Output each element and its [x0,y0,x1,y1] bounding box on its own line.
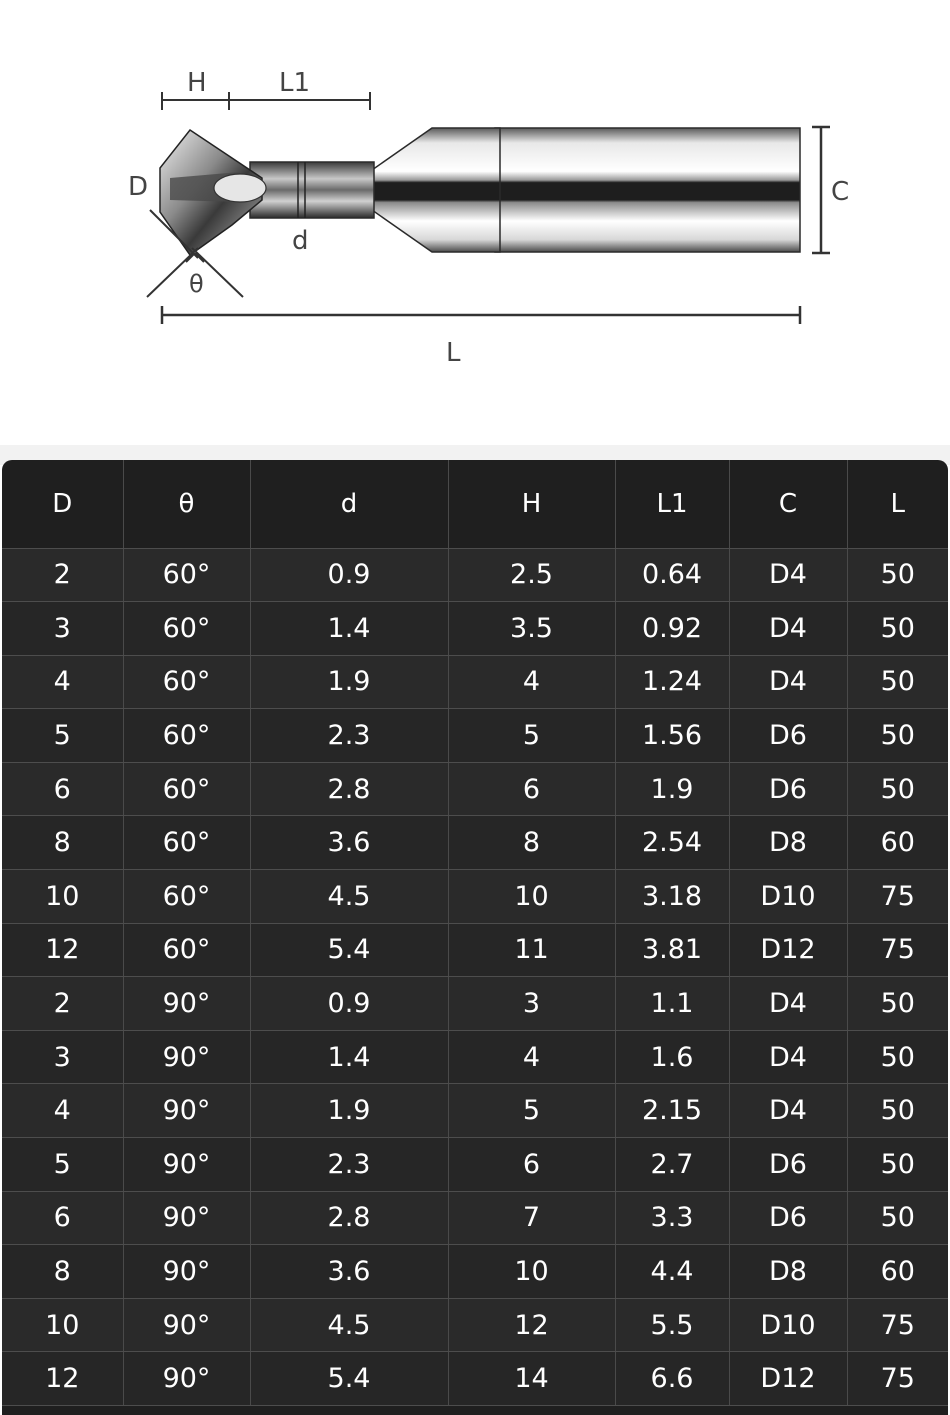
table-row [2,1298,948,1352]
table-cell-h: 10 [448,1245,615,1299]
table-cell-d-lower: 5.4 [250,1352,448,1406]
label-l1: L1 [279,68,311,98]
table-cell-l: 50 [847,1138,948,1192]
table-cell-theta: 60° [123,655,250,709]
table-cell-theta: 90° [123,1030,250,1084]
label-c: C [831,177,850,207]
table-cell-d-upper: 8 [2,1245,123,1299]
table-cell-c: D6 [729,762,847,816]
table-row [2,1138,948,1192]
table-cell-l1: 3.81 [615,923,729,977]
table-cell-l1: 2.15 [615,1084,729,1138]
table-cell-l: 75 [847,1298,948,1352]
table-cell-h: 4 [448,655,615,709]
tool-body [160,128,800,255]
table-cell-d-upper: 6 [2,1191,123,1245]
table-cell-h: 3 [448,977,615,1031]
table-cell-d-lower: 1.9 [250,655,448,709]
table-cell-l: 50 [847,762,948,816]
table-cell-l: 75 [847,1352,948,1406]
table-row [2,1084,948,1138]
table-cell-h: 6 [448,1138,615,1192]
table-row [2,709,948,763]
column-header-d-lower: d [250,460,448,548]
label-d-upper: D [128,172,149,202]
table-cell-l1: 1.6 [615,1030,729,1084]
table-cell-c: D4 [729,548,847,602]
table-cell-l1: 3.18 [615,870,729,924]
table-cell-c: D4 [729,1030,847,1084]
table-cell-h: 7 [448,1191,615,1245]
table-cell-l1: 1.1 [615,977,729,1031]
table-cell-c: D6 [729,1191,847,1245]
table-cell-d-lower: 2.8 [250,1191,448,1245]
table-cell-theta: 90° [123,977,250,1031]
table-cell-theta: 60° [123,602,250,656]
table-cell-theta: 90° [123,1245,250,1299]
table-cell-l: 75 [847,923,948,977]
table-cell-l: 75 [847,870,948,924]
column-header-l1: L1 [615,460,729,548]
column-header-d-upper: D [2,460,123,548]
table-row [2,762,948,816]
table-cell-c: D8 [729,816,847,870]
table-cell-d-lower: 1.4 [250,602,448,656]
table-cell-h: 4 [448,1030,615,1084]
table-row [2,977,948,1031]
table-cell-theta: 60° [123,762,250,816]
table-cell-d-upper: 3 [2,602,123,656]
table-cell-c: D4 [729,1084,847,1138]
table-cell-h: 5 [448,1084,615,1138]
label-l: L [446,338,461,368]
table-cell-c: D6 [729,1138,847,1192]
column-header-c: C [729,460,847,548]
table-cell-d-upper: 2 [2,548,123,602]
table-cell-l1: 2.7 [615,1138,729,1192]
table-cell-l: 50 [847,548,948,602]
l-dimension [162,306,800,324]
table-cell-c: D12 [729,1352,847,1406]
table-cell-l: 50 [847,977,948,1031]
table-cell-d-lower: 2.3 [250,1138,448,1192]
table-cell-l: 50 [847,709,948,763]
table-cell-d-upper: 6 [2,762,123,816]
table-cell-d-upper: 5 [2,1138,123,1192]
table-cell-theta: 90° [123,1084,250,1138]
table-cell-d-lower: 1.9 [250,1084,448,1138]
label-d-lower: d [292,226,309,256]
table-header-row [2,460,948,548]
table-cell-theta: 60° [123,923,250,977]
table-cell-h: 11 [448,923,615,977]
table-cell-d-lower: 3.6 [250,816,448,870]
column-header-h: H [448,460,615,548]
table-cell-l1: 1.24 [615,655,729,709]
table-cell-l1: 1.9 [615,762,729,816]
table-cell-d-lower: 0.9 [250,977,448,1031]
table-cell-l1: 2.54 [615,816,729,870]
label-h: H [187,68,207,98]
specification-table [2,460,948,1406]
table-cell-c: D6 [729,709,847,763]
table-cell-theta: 60° [123,870,250,924]
table-cell-d-lower: 3.6 [250,1245,448,1299]
countersink-tool-drawing [0,0,950,445]
table-row [2,602,948,656]
table-cell-theta: 90° [123,1138,250,1192]
table-cell-d-upper: 12 [2,1352,123,1406]
table-cell-l1: 4.4 [615,1245,729,1299]
table-cell-h: 8 [448,816,615,870]
table-cell-l: 50 [847,655,948,709]
table-row [2,1030,948,1084]
table-cell-c: D10 [729,870,847,924]
table-cell-d-lower: 1.4 [250,1030,448,1084]
table-cell-d-upper: 8 [2,816,123,870]
table-cell-d-upper: 5 [2,709,123,763]
table-cell-l1: 0.92 [615,602,729,656]
table-cell-l1: 6.6 [615,1352,729,1406]
table-cell-theta: 90° [123,1352,250,1406]
table-cell-l1: 1.56 [615,709,729,763]
table-cell-c: D12 [729,923,847,977]
table-cell-d-upper: 4 [2,1084,123,1138]
c-dimension [812,127,830,253]
table-cell-h: 3.5 [448,602,615,656]
table-cell-h: 5 [448,709,615,763]
table-row [2,548,948,602]
table-cell-l: 60 [847,1245,948,1299]
table-cell-d-lower: 2.8 [250,762,448,816]
tool-dimension-diagram [0,0,950,445]
table-row [2,1352,948,1406]
table-cell-l1: 0.64 [615,548,729,602]
table-cell-h: 6 [448,762,615,816]
table-cell-d-lower: 4.5 [250,1298,448,1352]
table-cell-d-lower: 5.4 [250,923,448,977]
specification-table-panel [2,460,948,1415]
table-cell-h: 14 [448,1352,615,1406]
label-theta: θ [189,270,204,298]
table-cell-theta: 60° [123,816,250,870]
table-cell-d-lower: 4.5 [250,870,448,924]
table-cell-d-lower: 2.3 [250,709,448,763]
table-row [2,1191,948,1245]
table-cell-theta: 90° [123,1298,250,1352]
table-cell-theta: 90° [123,1191,250,1245]
table-row [2,816,948,870]
table-cell-l: 50 [847,602,948,656]
table-cell-d-upper: 10 [2,1298,123,1352]
table-cell-l1: 3.3 [615,1191,729,1245]
table-cell-d-upper: 2 [2,977,123,1031]
table-cell-d-upper: 10 [2,870,123,924]
table-row [2,655,948,709]
table-cell-l: 50 [847,1030,948,1084]
table-cell-c: D4 [729,977,847,1031]
table-cell-c: D4 [729,655,847,709]
table-cell-d-lower: 0.9 [250,548,448,602]
table-row [2,923,948,977]
table-cell-l1: 5.5 [615,1298,729,1352]
table-cell-c: D10 [729,1298,847,1352]
table-cell-l: 50 [847,1191,948,1245]
table-cell-d-upper: 12 [2,923,123,977]
table-cell-c: D4 [729,602,847,656]
column-header-l: L [847,460,948,548]
table-cell-h: 2.5 [448,548,615,602]
table-cell-h: 12 [448,1298,615,1352]
table-cell-l: 50 [847,1084,948,1138]
column-header-theta: θ [123,460,250,548]
table-cell-d-upper: 3 [2,1030,123,1084]
table-cell-d-upper: 4 [2,655,123,709]
table-cell-l: 60 [847,816,948,870]
table-cell-theta: 60° [123,709,250,763]
table-row [2,1245,948,1299]
table-cell-theta: 60° [123,548,250,602]
table-cell-h: 10 [448,870,615,924]
table-body [2,548,948,1406]
table-cell-c: D8 [729,1245,847,1299]
table-row [2,870,948,924]
